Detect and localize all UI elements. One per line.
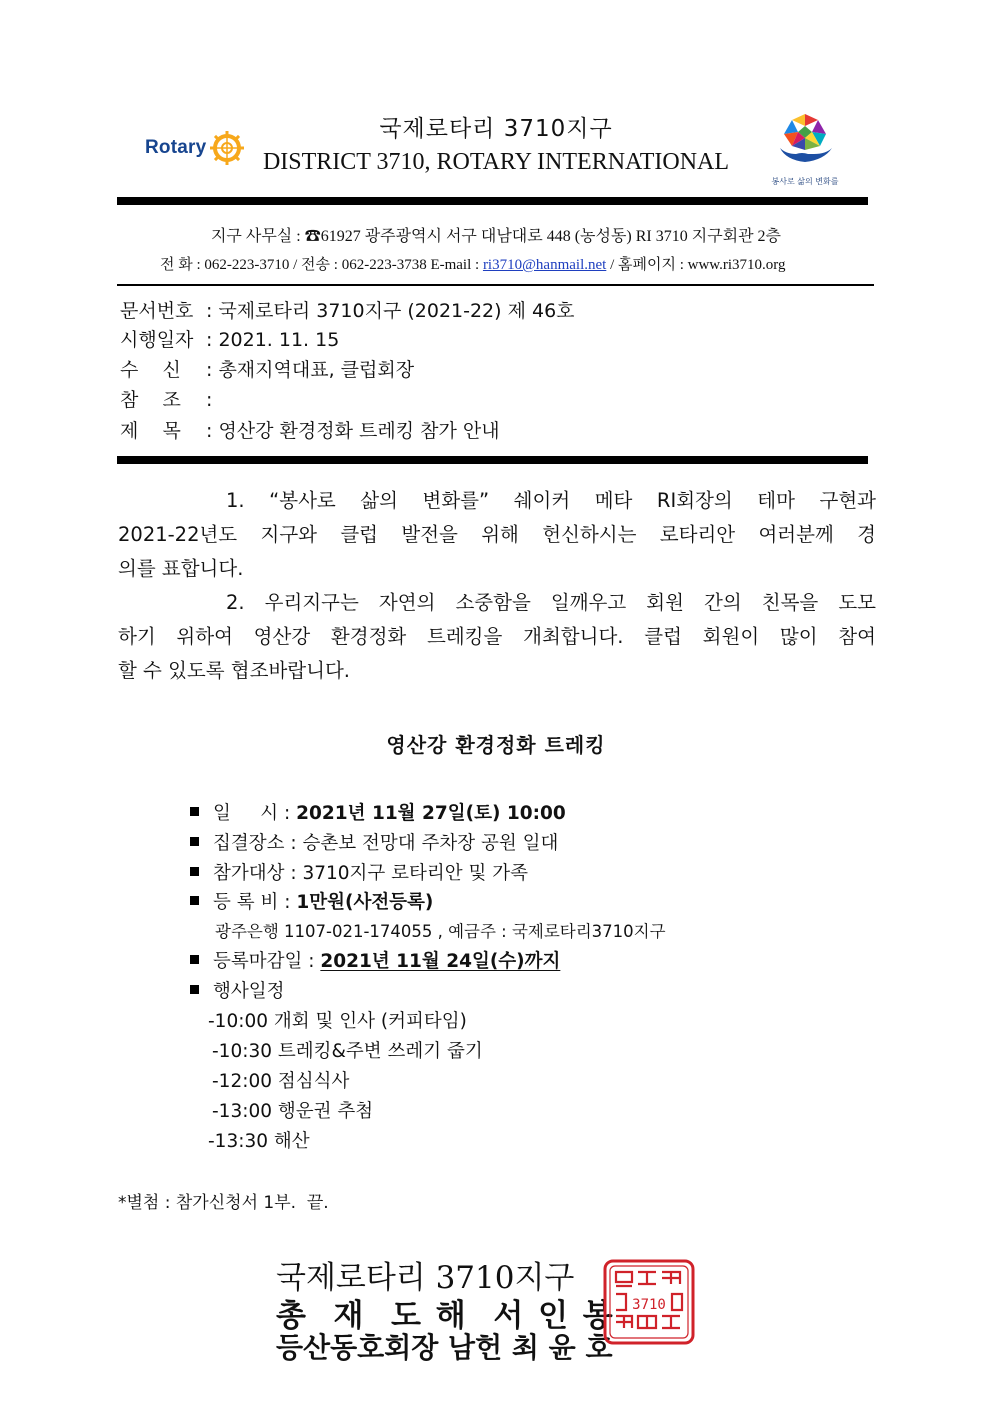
bullet-square-icon — [190, 955, 199, 964]
signature-org: 국제로타리 3710지구 — [276, 1260, 575, 1296]
schedule-entry: -10:30 트레킹&주변 쓰레기 줍기 — [212, 1041, 483, 1062]
event-date-label: 일 시 : — [213, 803, 297, 824]
schedule-entry: -12:00 점심식사 — [212, 1071, 350, 1092]
event-fee-item — [190, 888, 433, 914]
event-deadline-value: 2021년 11월 24일(수)까지 — [320, 951, 561, 972]
bank-account: 광주은행 1107-021-174055 , 예금주 : 국제로타리3710지구 — [215, 922, 666, 941]
body-paragraph-2-line-1: 2. 우리지구는 자연의 소중함을 일깨우고 회원 간의 친목을 도모 — [226, 591, 876, 614]
contact-suffix: / 홈페이지 : www.ri3710.org — [606, 257, 786, 273]
event-date-item — [190, 799, 566, 825]
schedule-entry: -13:00 행운권 추첨 — [212, 1101, 374, 1122]
issue-date-row — [120, 325, 339, 352]
meta-value: : — [206, 389, 213, 411]
event-heading: 영산강 환경정화 트레킹 — [386, 733, 606, 757]
theme-logo — [770, 108, 840, 187]
event-target-item — [190, 859, 528, 885]
attachment-note: *별첨 : 참가신청서 1부. 끝. — [118, 1193, 329, 1213]
meta-label: 참 조 — [120, 389, 181, 411]
event-deadline-item — [190, 947, 560, 973]
body-paragraph-2-line-2: 하기 위하여 영산강 환경정화 트레킹을 개최합니다. 클럽 회원이 많이 참여 — [118, 625, 876, 648]
district-title-korean: 국제로타리 3710지구 — [379, 116, 613, 142]
meta-rule-bottom — [117, 456, 868, 464]
event-deadline-label: 등록마감일 : — [213, 951, 321, 972]
header-rule-thin — [117, 284, 874, 286]
meta-label: 제 목 — [120, 420, 181, 442]
signature-governor: 총 재 도 해 서 인 봉 — [276, 1298, 615, 1334]
seal-number: 3710 — [632, 1297, 666, 1313]
district-title-english: DISTRICT 3710, ROTARY INTERNATIONAL — [262, 149, 730, 175]
official-seal — [602, 1258, 696, 1346]
meta-value: : 총재지역대표, 클럽회장 — [206, 359, 415, 381]
event-place-item — [190, 829, 558, 855]
body-paragraph-1-line-1: 1. “봉사로 삶의 변화를” 쉐이커 메타 RI회장의 테마 구현과 — [226, 489, 876, 512]
meta-label: 문서번호 — [120, 300, 194, 322]
meta-value: : 국제로타리 3710지구 (2021-22) 제 46호 — [206, 300, 575, 322]
event-fee-value: 1만원(사전등록) — [296, 892, 434, 913]
doc-number-row — [120, 296, 575, 323]
bullet-square-icon — [190, 896, 199, 905]
globe-hand-icon — [774, 108, 836, 170]
event-place: 집결장소 : 승촌보 전망대 주차장 공원 일대 — [213, 833, 559, 854]
contact-prefix: 전 화 : 062-223-3710 / 전송 : 062-223-3738 E-mail : — [160, 257, 483, 273]
meta-label: 수 신 — [120, 359, 181, 381]
event-schedule-item — [190, 977, 284, 1003]
rotary-wordmark: Rotary — [145, 137, 207, 158]
bullet-square-icon — [190, 837, 199, 846]
event-date-value: 2021년 11월 27일(토) 10:00 — [296, 803, 566, 824]
bullet-square-icon — [190, 807, 199, 816]
event-fee-label: 등 록 비 : — [213, 892, 297, 913]
subject-row — [120, 416, 500, 443]
recipient-row — [120, 355, 414, 382]
header-rule-top — [117, 197, 868, 205]
meta-label: 시행일자 — [120, 329, 194, 351]
meta-value: : 2021. 11. 15 — [206, 329, 340, 351]
schedule-entry: -10:00 개회 및 인사 (커피타임) — [208, 1011, 467, 1032]
theme-logo-caption: 봉사로 삶의 변화를 — [771, 177, 839, 186]
body-paragraph-1-line-3: 의를 표합니다. — [118, 557, 244, 580]
signature-club-president: 등산동호회장 남헌 최 윤 호 — [276, 1331, 613, 1364]
schedule-entry: -13:30 해산 — [208, 1131, 310, 1152]
bullet-square-icon — [190, 985, 199, 994]
event-schedule-label: 행사일정 — [213, 981, 285, 1002]
office-address: 지구 사무실 : ☎61927 광주광역시 서구 대남대로 448 (농성동) RI 3710 지구회관 2층 — [210, 228, 782, 245]
event-target: 참가대상 : 3710지구 로타리안 및 가족 — [213, 863, 529, 884]
contact-line — [160, 253, 880, 274]
reference-row — [120, 385, 212, 412]
email-link[interactable]: ri3710@hanmail.net — [482, 257, 607, 273]
body-paragraph-1-line-2: 2021-22년도 지구와 클럽 발전을 위해 헌신하시는 로타리안 여러분께 경 — [118, 523, 876, 546]
body-paragraph-2-line-3: 할 수 있도록 협조바랍니다. — [118, 659, 351, 682]
bullet-square-icon — [190, 867, 199, 876]
meta-value: : 영산강 환경정화 트레킹 참가 안내 — [206, 420, 500, 442]
